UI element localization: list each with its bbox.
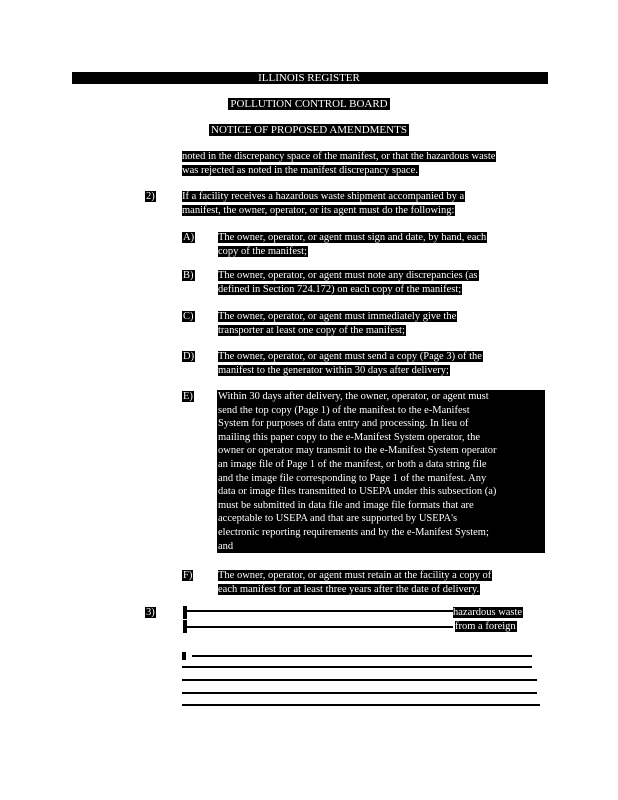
item-2b-paragraph: [218, 269, 479, 296]
intro-paragraph: [182, 150, 496, 177]
text-line: each manifest for at least three years after the date of delivery.: [218, 583, 480, 595]
text-line: noted in the discrepancy space of the manifest, or that the hazardous waste: [182, 151, 496, 162]
notice-title: NOTICE OF PROPOSED AMENDMENTS: [211, 124, 407, 136]
text-line: owner or operator may transmit to the e-Manifest System operator: [218, 445, 497, 457]
text-line: The owner, operator, or agent must note any discrepancies (as: [218, 270, 478, 281]
item-2c-paragraph: [218, 310, 457, 337]
scan-noise: [182, 650, 542, 710]
register-title: ILLINOIS REGISTER: [258, 72, 360, 84]
item-3-fragment: hazardous waste: [453, 607, 523, 618]
text-line: must be submitted in data file and image file formats that are: [218, 499, 474, 511]
text-line: manifest to the generator within 30 days after delivery;: [218, 364, 449, 376]
item-2e-label: E): [183, 391, 193, 402]
item-3-fragment: from a foreign: [455, 621, 516, 632]
item-2d-label: D): [183, 351, 195, 362]
item-2f-paragraph: [218, 569, 492, 596]
text-line: send the top copy (Page 1) of the manifest to the e-Manifest: [218, 404, 470, 416]
text-line: an image file of Page 1 of the manifest, or both a data string file: [218, 458, 487, 470]
text-line: copy of the manifest;: [218, 245, 307, 257]
item-2-paragraph: [182, 190, 465, 217]
text-line: mailing this paper copy to the e-Manifest System operator, the: [218, 431, 481, 443]
text-line: If a facility receives a hazardous waste shipment accompanied by a: [182, 191, 465, 202]
redacted-line: [183, 620, 453, 633]
redacted-line: [183, 606, 453, 619]
text-line: and: [218, 540, 234, 552]
item-3-label: 3): [146, 607, 155, 618]
text-line: Within 30 days after delivery, the owner, operator, or agent must: [218, 391, 489, 402]
item-2f-label: F): [183, 570, 193, 581]
item-2b-label: B): [183, 270, 194, 281]
item-2c-label: C): [183, 311, 194, 322]
item-2-label: 2): [146, 191, 155, 202]
text-line: The owner, operator, or agent must send a copy (Page 3) of the: [218, 351, 482, 362]
text-line: defined in Section 724.172) on each copy of the manifest;: [218, 283, 462, 295]
item-2a-paragraph: [218, 231, 487, 258]
text-line: acceptable to USEPA and that are supported by USEPA's: [218, 513, 458, 525]
item-2e-paragraph: [217, 390, 545, 553]
text-line: transporter at least one copy of the manifest;: [218, 324, 405, 336]
text-line: The owner, operator, or agent must retain at the facility a copy of: [218, 570, 492, 581]
text-line: manifest, the owner, operator, or its agent must do the following:: [182, 204, 455, 216]
text-line: The owner, operator, or agent must immediately give the: [218, 311, 457, 322]
text-line: data or image files transmitted to USEPA under this subsection (a): [218, 486, 497, 498]
text-line: was rejected as noted in the manifest discrepancy space.: [182, 164, 418, 176]
text-line: System for purposes of data entry and processing. In lieu of: [218, 418, 469, 430]
board-title: POLLUTION CONTROL BOARD: [230, 98, 388, 110]
item-2d-paragraph: [218, 350, 483, 377]
text-line: electronic reporting requirements and by the e-Manifest System;: [218, 526, 489, 538]
item-2a-label: A): [183, 232, 195, 243]
text-line: and the image file corresponding to Page 1 of the manifest. Any: [218, 472, 487, 484]
text-line: The owner, operator, or agent must sign and date, by hand, each: [218, 232, 487, 243]
item-3-paragraph: [183, 606, 536, 640]
